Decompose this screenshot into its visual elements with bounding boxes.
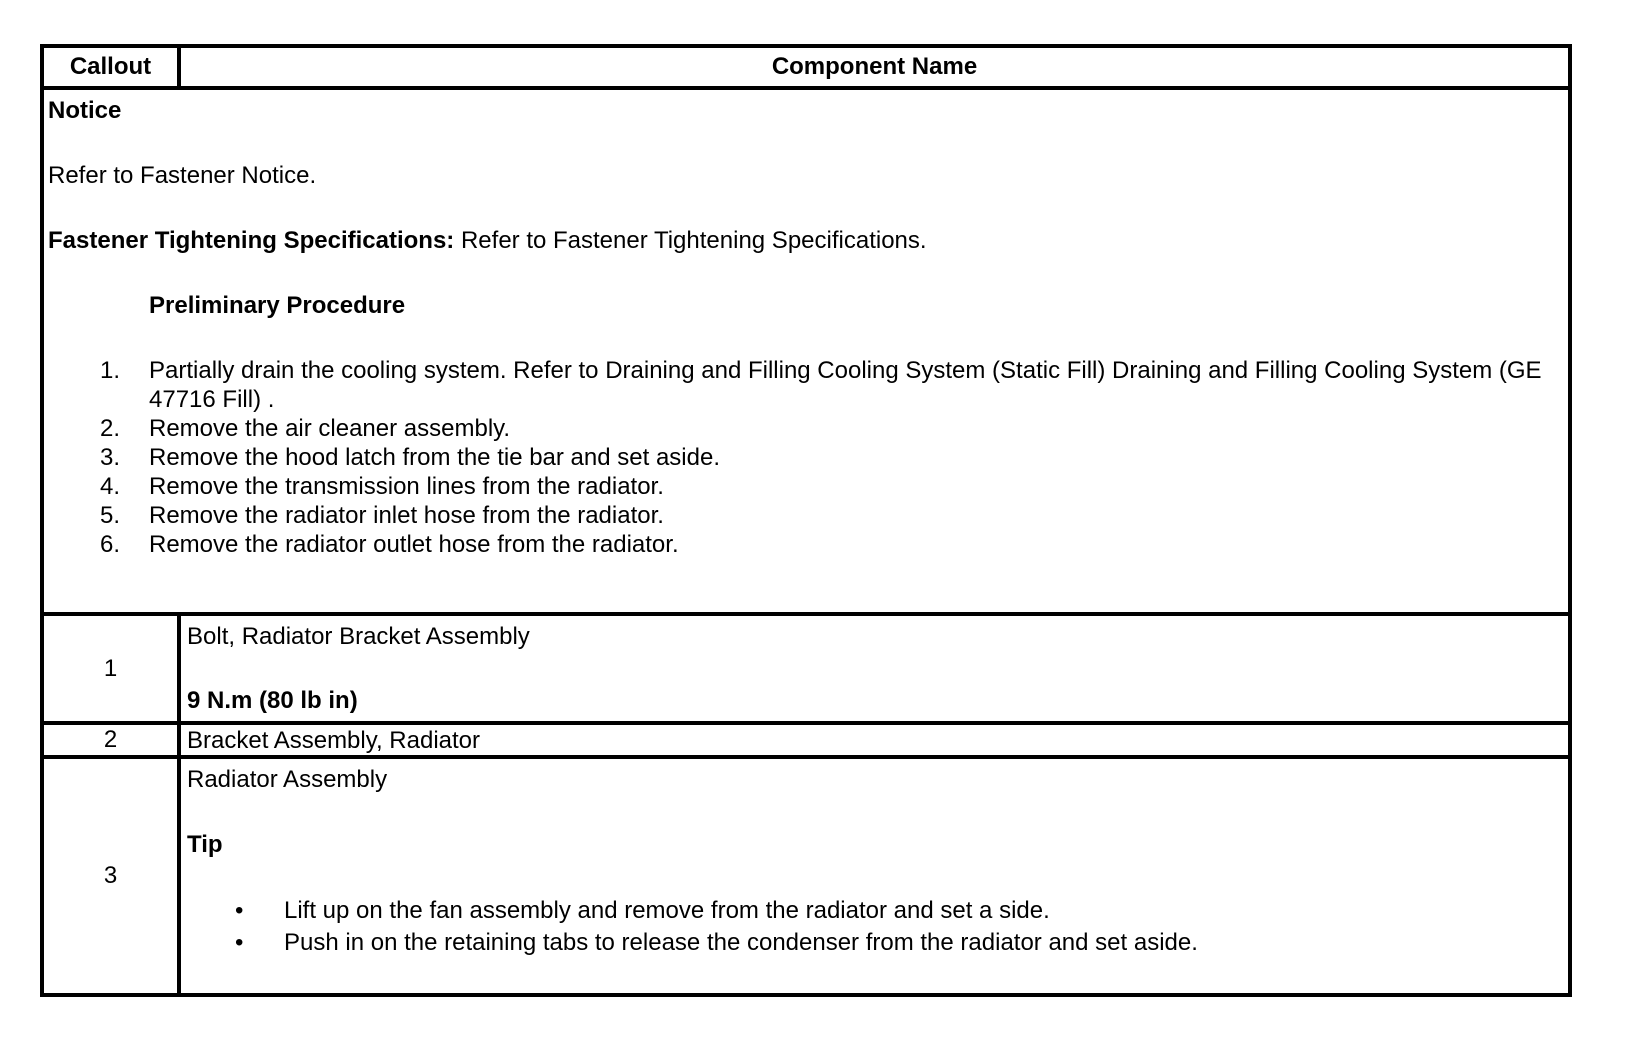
procedure-step [48, 443, 1564, 472]
callout-number: 2 [42, 723, 179, 757]
procedure-step [48, 501, 1564, 530]
component-cell [179, 614, 1570, 723]
step-number: 1. [100, 357, 121, 384]
table-row [42, 614, 1570, 723]
procedure-step [48, 414, 1564, 443]
step-text: Partially drain the cooling system. Refer to Draining and Filling Cooling System (Static Fill) Draining and Filling Cooling System (GE 47716 Fill) . [149, 357, 1542, 413]
fastener-spec-text: Refer to Fastener Tightening Specifications. [454, 227, 927, 254]
step-text: Remove the hood latch from the tie bar and set aside. [149, 444, 720, 471]
tip-text: Lift up on the fan assembly and remove from the radiator and set a side. [284, 897, 1050, 924]
notice-row [42, 88, 1570, 614]
callout-number: 1 [42, 614, 179, 723]
step-text: Remove the air cleaner assembly. [149, 415, 511, 442]
component-cell [179, 723, 1570, 757]
tip-list [187, 895, 1562, 959]
component-name: Bracket Assembly, Radiator [187, 726, 481, 754]
procedure-step [48, 530, 1564, 559]
step-text: Remove the transmission lines from the radiator. [149, 473, 664, 500]
tip-item [187, 895, 1562, 927]
callout-number: 3 [42, 757, 179, 995]
component-name: Radiator Assembly [187, 766, 388, 793]
table-row [42, 757, 1570, 995]
bullet-icon: • [235, 897, 244, 924]
tip-text: Push in on the retaining tabs to release the condenser from the radiator and set aside. [284, 929, 1198, 956]
procedure-steps-list [48, 356, 1564, 559]
procedure-step [48, 472, 1564, 501]
table-row [42, 723, 1570, 757]
notice-cell [42, 88, 1570, 614]
component-cell [179, 757, 1570, 995]
preliminary-procedure-title: Preliminary Procedure [149, 292, 406, 319]
component-name: Bolt, Radiator Bracket Assembly [187, 623, 530, 650]
tip-item [187, 927, 1562, 959]
notice-refer-text: Refer to Fastener Notice. [48, 162, 317, 189]
step-number: 4. [100, 473, 121, 500]
step-text: Remove the radiator outlet hose from the radiator. [149, 531, 679, 558]
bullet-icon: • [235, 929, 244, 956]
callout-header: Callout [42, 46, 179, 88]
component-table [40, 44, 1572, 997]
fastener-spec-label: Fastener Tightening Specifications: [48, 227, 455, 254]
step-text: Remove the radiator inlet hose from the radiator. [149, 502, 664, 529]
tip-title: Tip [187, 831, 223, 858]
step-number: 5. [100, 502, 121, 529]
step-number: 6. [100, 531, 121, 558]
step-number: 2. [100, 415, 121, 442]
component-name-header: Component Name [179, 46, 1570, 88]
fastener-spec-line [48, 226, 1564, 255]
header-row [42, 46, 1570, 88]
notice-title: Notice [48, 97, 122, 124]
procedure-step [48, 356, 1564, 414]
torque-spec: 9 N.m (80 lb in) [187, 687, 358, 714]
step-number: 3. [100, 444, 121, 471]
